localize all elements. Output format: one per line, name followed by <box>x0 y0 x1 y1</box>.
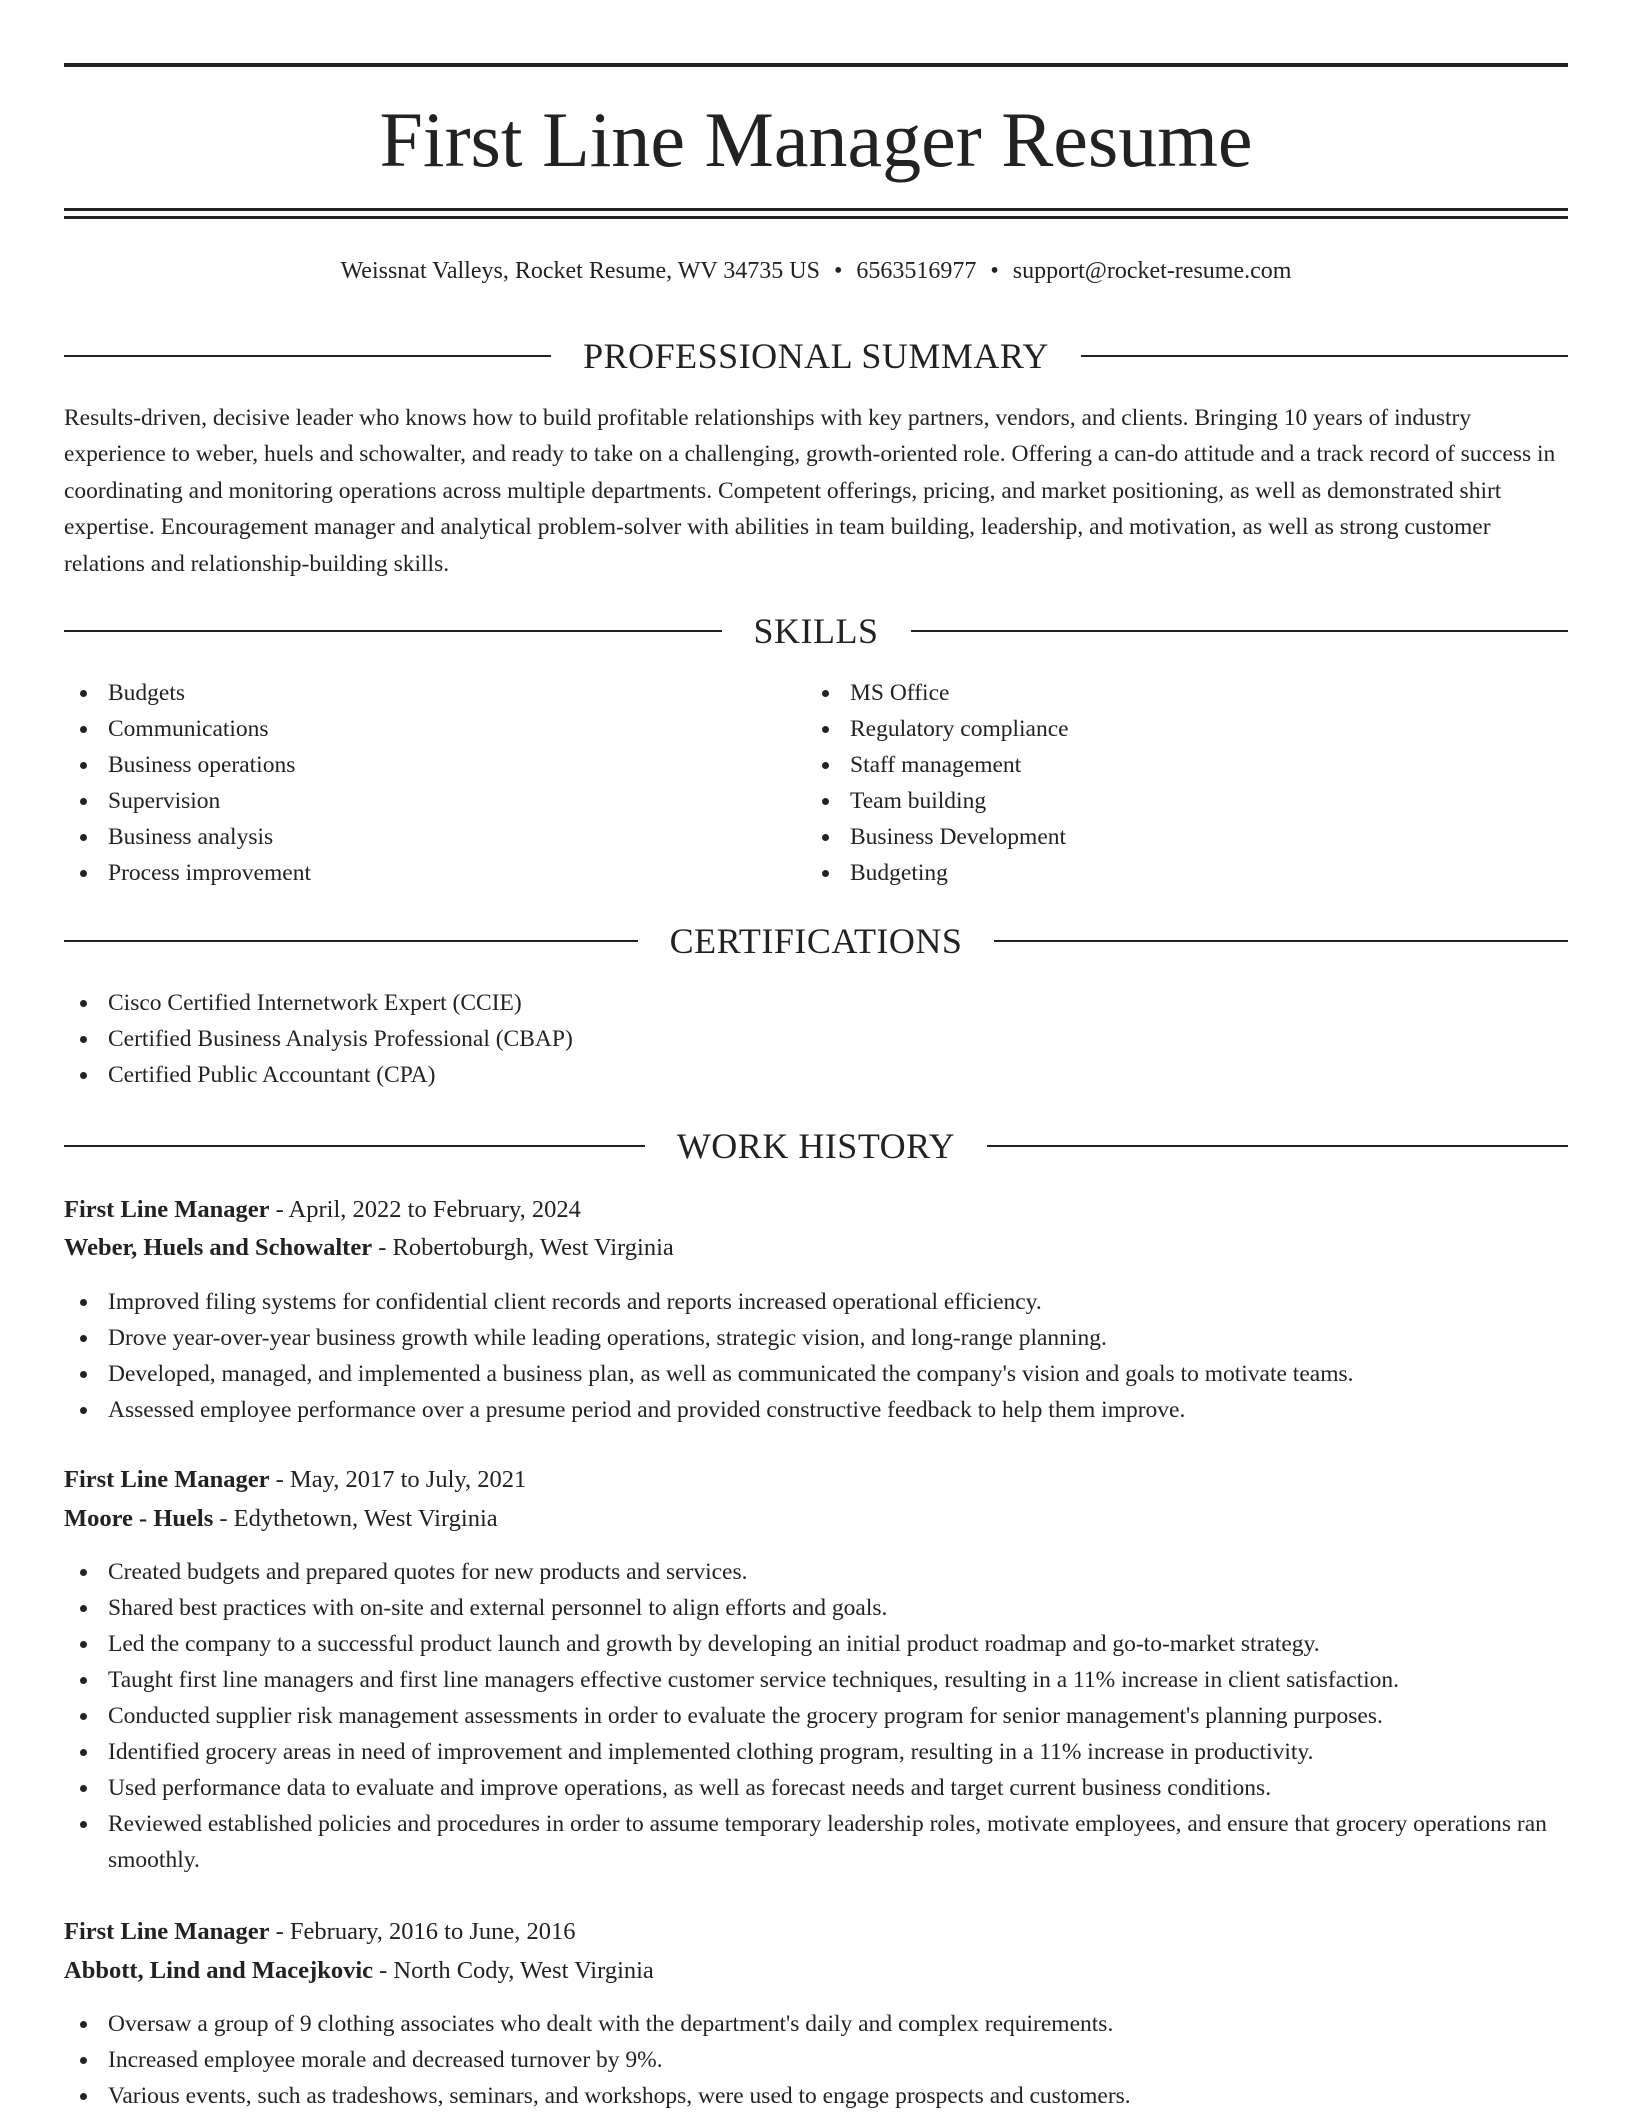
skill-item: Supervision <box>64 783 764 819</box>
divider-line <box>911 630 1569 632</box>
job-bullet: Identified grocery areas in need of improvement and implemented clothing program, resulting in a 11% increase in productivity. <box>64 1734 1568 1770</box>
job-bullet: Led the company to a successful product launch and growth by developing an initial product roadmap and go-to-market strategy. <box>64 1626 1568 1662</box>
skills-heading: SKILLS <box>753 611 879 651</box>
certification-item: Certified Business Analysis Professional (CBAP) <box>64 1021 1568 1057</box>
contact-separator: • <box>833 258 843 284</box>
job-company: Moore - Huels <box>64 1505 214 1532</box>
divider-line <box>64 940 638 942</box>
job-company-line <box>64 1230 1568 1266</box>
job-company: Abbott, Lind and Macejkovic <box>64 1957 374 1984</box>
job-bullets <box>64 2006 1568 2114</box>
skill-item: Team building <box>806 783 1506 819</box>
contact-separator: • <box>990 258 999 284</box>
summary-text: Results-driven, decisive leader who knows how to build profitable relationships with key partners, vendors, and clients. Bringing 10 years of industry experience to weber, huels and schowalter, and ready to take on a challenging, growth-oriented role. Offering a can-do attitude and a track record of success in coordinating and monitoring operations across multiple departments. Competent offerings, pricing, and market positioning, as well as demonstrated shirt expertise. Encouragement manager and analytical problem-solver with abilities in team building, leadership, and motivation, as well as strong customer relations and relationship-building skills. <box>64 405 1556 577</box>
job-bullet: Improved filing systems for confidential client records and reports increased operational efficiency. <box>64 1284 1568 1320</box>
skill-item: Business operations <box>64 747 764 783</box>
certification-item: Certified Public Accountant (CPA) <box>64 1057 1568 1093</box>
job-dates: - February, 2016 to June, 2016 <box>269 1918 576 1945</box>
job-bullets <box>64 1284 1568 1428</box>
skill-item: Budgets <box>64 675 764 711</box>
summary-section-header <box>64 334 1568 378</box>
skill-item: Regulatory compliance <box>806 711 1506 747</box>
skill-item: Staff management <box>806 747 1506 783</box>
job-company-line <box>64 1953 1568 1989</box>
skill-item: Budgeting <box>806 855 1506 891</box>
skill-item: Communications <box>64 711 764 747</box>
skills-list-right <box>806 675 1506 891</box>
divider-line <box>987 1145 1568 1147</box>
header-top-rule <box>64 63 1568 67</box>
job-title-line <box>64 1914 1568 1950</box>
job-bullet: Increased employee morale and decreased turnover by 9%. <box>64 2042 1568 2078</box>
work-section-header <box>64 1124 1568 1168</box>
job-bullets <box>64 1554 1568 1878</box>
job-title: First Line Manager <box>64 1918 270 1945</box>
job-bullet: Used performance data to evaluate and improve operations, as well as forecast needs and target current business conditions. <box>64 1770 1568 1806</box>
contact-line <box>64 254 1568 288</box>
skill-item: Business Development <box>806 819 1506 855</box>
certification-item: Cisco Certified Internetwork Expert (CCIE) <box>64 985 1568 1021</box>
job-bullet: Oversaw a group of 9 clothing associates who dealt with the department's daily and complex requirements. <box>64 2006 1568 2042</box>
divider-line <box>1081 355 1568 357</box>
certifications-heading: CERTIFICATIONS <box>669 921 963 961</box>
certifications-list <box>64 985 1568 1093</box>
job-bullet: Shared best practices with on-site and external personnel to align efforts and goals. <box>64 1590 1568 1626</box>
contact-email[interactable]: support@rocket-resume.com <box>1012 258 1292 284</box>
divider-line <box>994 940 1568 942</box>
job-location: - Robertoburgh, West Virginia <box>372 1234 674 1261</box>
job-dates: - May, 2017 to July, 2021 <box>269 1466 527 1493</box>
job-title: First Line Manager <box>64 1196 270 1223</box>
job-company: Weber, Huels and Schowalter <box>64 1234 373 1261</box>
job-title-line <box>64 1192 1568 1228</box>
job-title-line <box>64 1462 1568 1498</box>
skill-item: Business analysis <box>64 819 764 855</box>
job-bullet: Taught first line managers and first line managers effective customer service techniques, resulting in a 11% increase in client satisfaction. <box>64 1662 1568 1698</box>
job-location: - Edythetown, West Virginia <box>213 1505 498 1532</box>
skills-section-header <box>64 609 1568 653</box>
contact-phone[interactable]: 6563516977 <box>856 258 977 284</box>
job-title: First Line Manager <box>64 1466 270 1493</box>
job-location: - North Cody, West Virginia <box>373 1957 654 1984</box>
job-bullet: Drove year-over-year business growth while leading operations, strategic vision, and long-range planning. <box>64 1320 1568 1356</box>
job-bullet: Reviewed established policies and procedures in order to assume temporary leadership roles, motivate employees, and ensure that grocery operations ran smoothly. <box>64 1806 1568 1878</box>
divider-line <box>64 630 722 632</box>
skill-item: Process improvement <box>64 855 764 891</box>
skills-list-left <box>64 675 764 891</box>
job-bullet: Assessed employee performance over a presume period and provided constructive feedback to help them improve. <box>64 1392 1568 1428</box>
job-bullet: Conducted supplier risk management assessments in order to evaluate the grocery program for senior management's planning purposes. <box>64 1698 1568 1734</box>
header-rule-lower <box>64 216 1568 219</box>
divider-line <box>64 355 551 357</box>
header-rule-upper <box>64 208 1568 211</box>
job-bullet: Created budgets and prepared quotes for new products and services. <box>64 1554 1568 1590</box>
contact-address: Weissnat Valleys, Rocket Resume, WV 34735 US <box>340 258 820 284</box>
certifications-section-header <box>64 919 1568 963</box>
job-company-line <box>64 1501 1568 1537</box>
job-dates: - April, 2022 to February, 2024 <box>269 1196 581 1223</box>
resume-title: First Line Manager Resume <box>379 96 1253 183</box>
skill-item: MS Office <box>806 675 1506 711</box>
job-bullet: Developed, managed, and implemented a business plan, as well as communicated the company's vision and goals to motivate teams. <box>64 1356 1568 1392</box>
work-heading: WORK HISTORY <box>676 1126 956 1166</box>
job-bullet: Various events, such as tradeshows, seminars, and workshops, were used to engage prospects and customers. <box>64 2078 1568 2114</box>
summary-heading: PROFESSIONAL SUMMARY <box>583 336 1049 376</box>
divider-line <box>64 1145 645 1147</box>
